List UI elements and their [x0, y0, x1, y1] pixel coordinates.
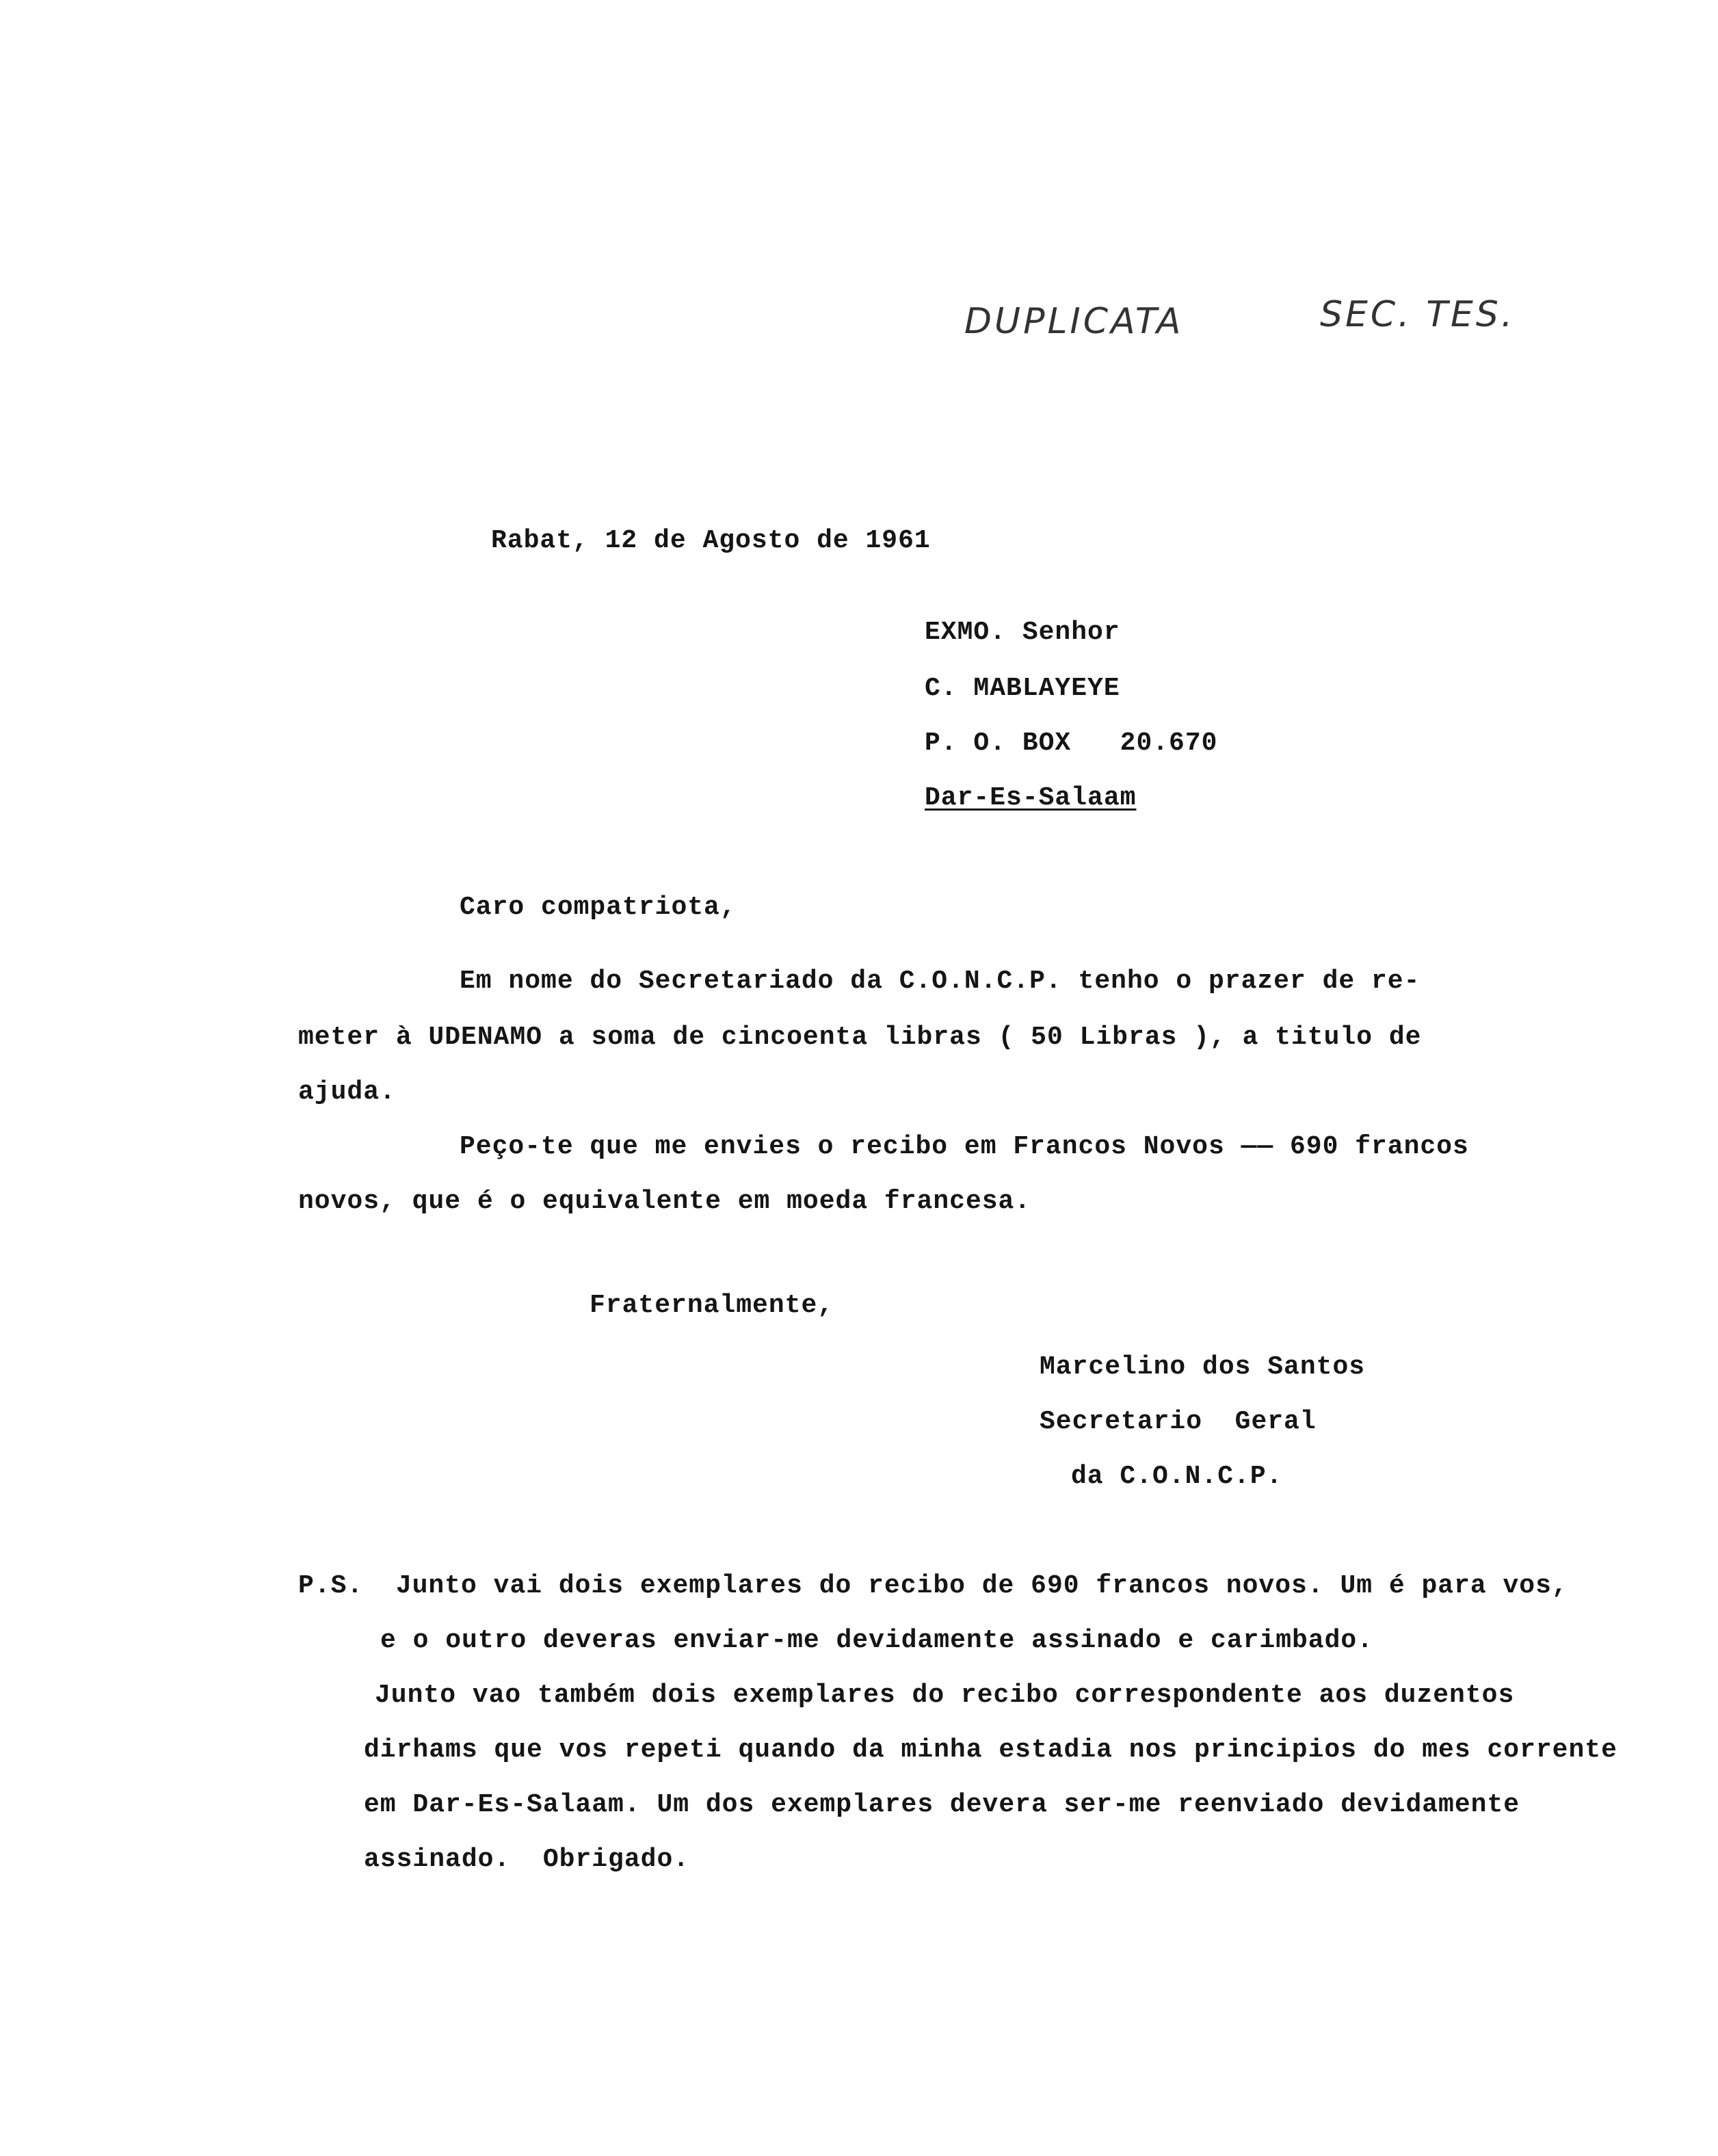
postscript-line-1: P.S. Junto vai dois exemplares do recibo de 690 francos novos. Um é para vos, [298, 1571, 1568, 1601]
handwritten-annotation-sec-tes: SEC. TES. [1320, 294, 1516, 335]
body-paragraph-1-line-1: Em nome do Secretariado da C.O.N.C.P. tenho o prazer de re- [460, 967, 1420, 996]
postscript-line-5: em Dar-Es-Salaam. Um dos exemplares devera ser-me reenviado devidamente [364, 1790, 1520, 1819]
recipient-salutation: EXMO. Senhor [925, 618, 1120, 647]
postscript-line-6: assinado. Obrigado. [364, 1845, 690, 1874]
recipient-city: Dar-Es-Salaam [925, 783, 1137, 813]
body-paragraph-1-line-3: ajuda. [298, 1077, 396, 1107]
postscript-line-3: Junto vao também dois exemplares do recibo correspondente aos duzentos [375, 1681, 1515, 1710]
handwritten-annotation-duplicata: DUPLICATA [964, 301, 1184, 342]
signature-name: Marcelino dos Santos [1040, 1352, 1366, 1382]
closing: Fraternalmente, [590, 1291, 834, 1320]
signature-org: da C.O.N.C.P. [1071, 1462, 1283, 1491]
recipient-name: C. MABLAYEYE [925, 674, 1120, 703]
recipient-po-box: P. O. BOX 20.670 [925, 728, 1218, 758]
body-paragraph-2-line-1: Peço-te que me envies o recibo em Francos Novos —— 690 francos [460, 1132, 1469, 1161]
greeting: Caro compatriota, [460, 893, 737, 922]
date-line: Rabat, 12 de Agosto de 1961 [491, 526, 931, 555]
body-paragraph-1-line-2: meter à UDENAMO a soma de cincoenta libras ( 50 Libras ), a titulo de [298, 1023, 1422, 1052]
postscript-line-2: e o outro deveras enviar-me devidamente assinado e carimbado. [380, 1626, 1374, 1655]
body-paragraph-2-line-2: novos, que é o equivalente em moeda francesa. [298, 1187, 1031, 1216]
signature-title: Secretario Geral [1040, 1407, 1317, 1436]
postscript-line-4: dirhams que vos repeti quando da minha estadia nos principios do mes corrente [364, 1735, 1617, 1765]
